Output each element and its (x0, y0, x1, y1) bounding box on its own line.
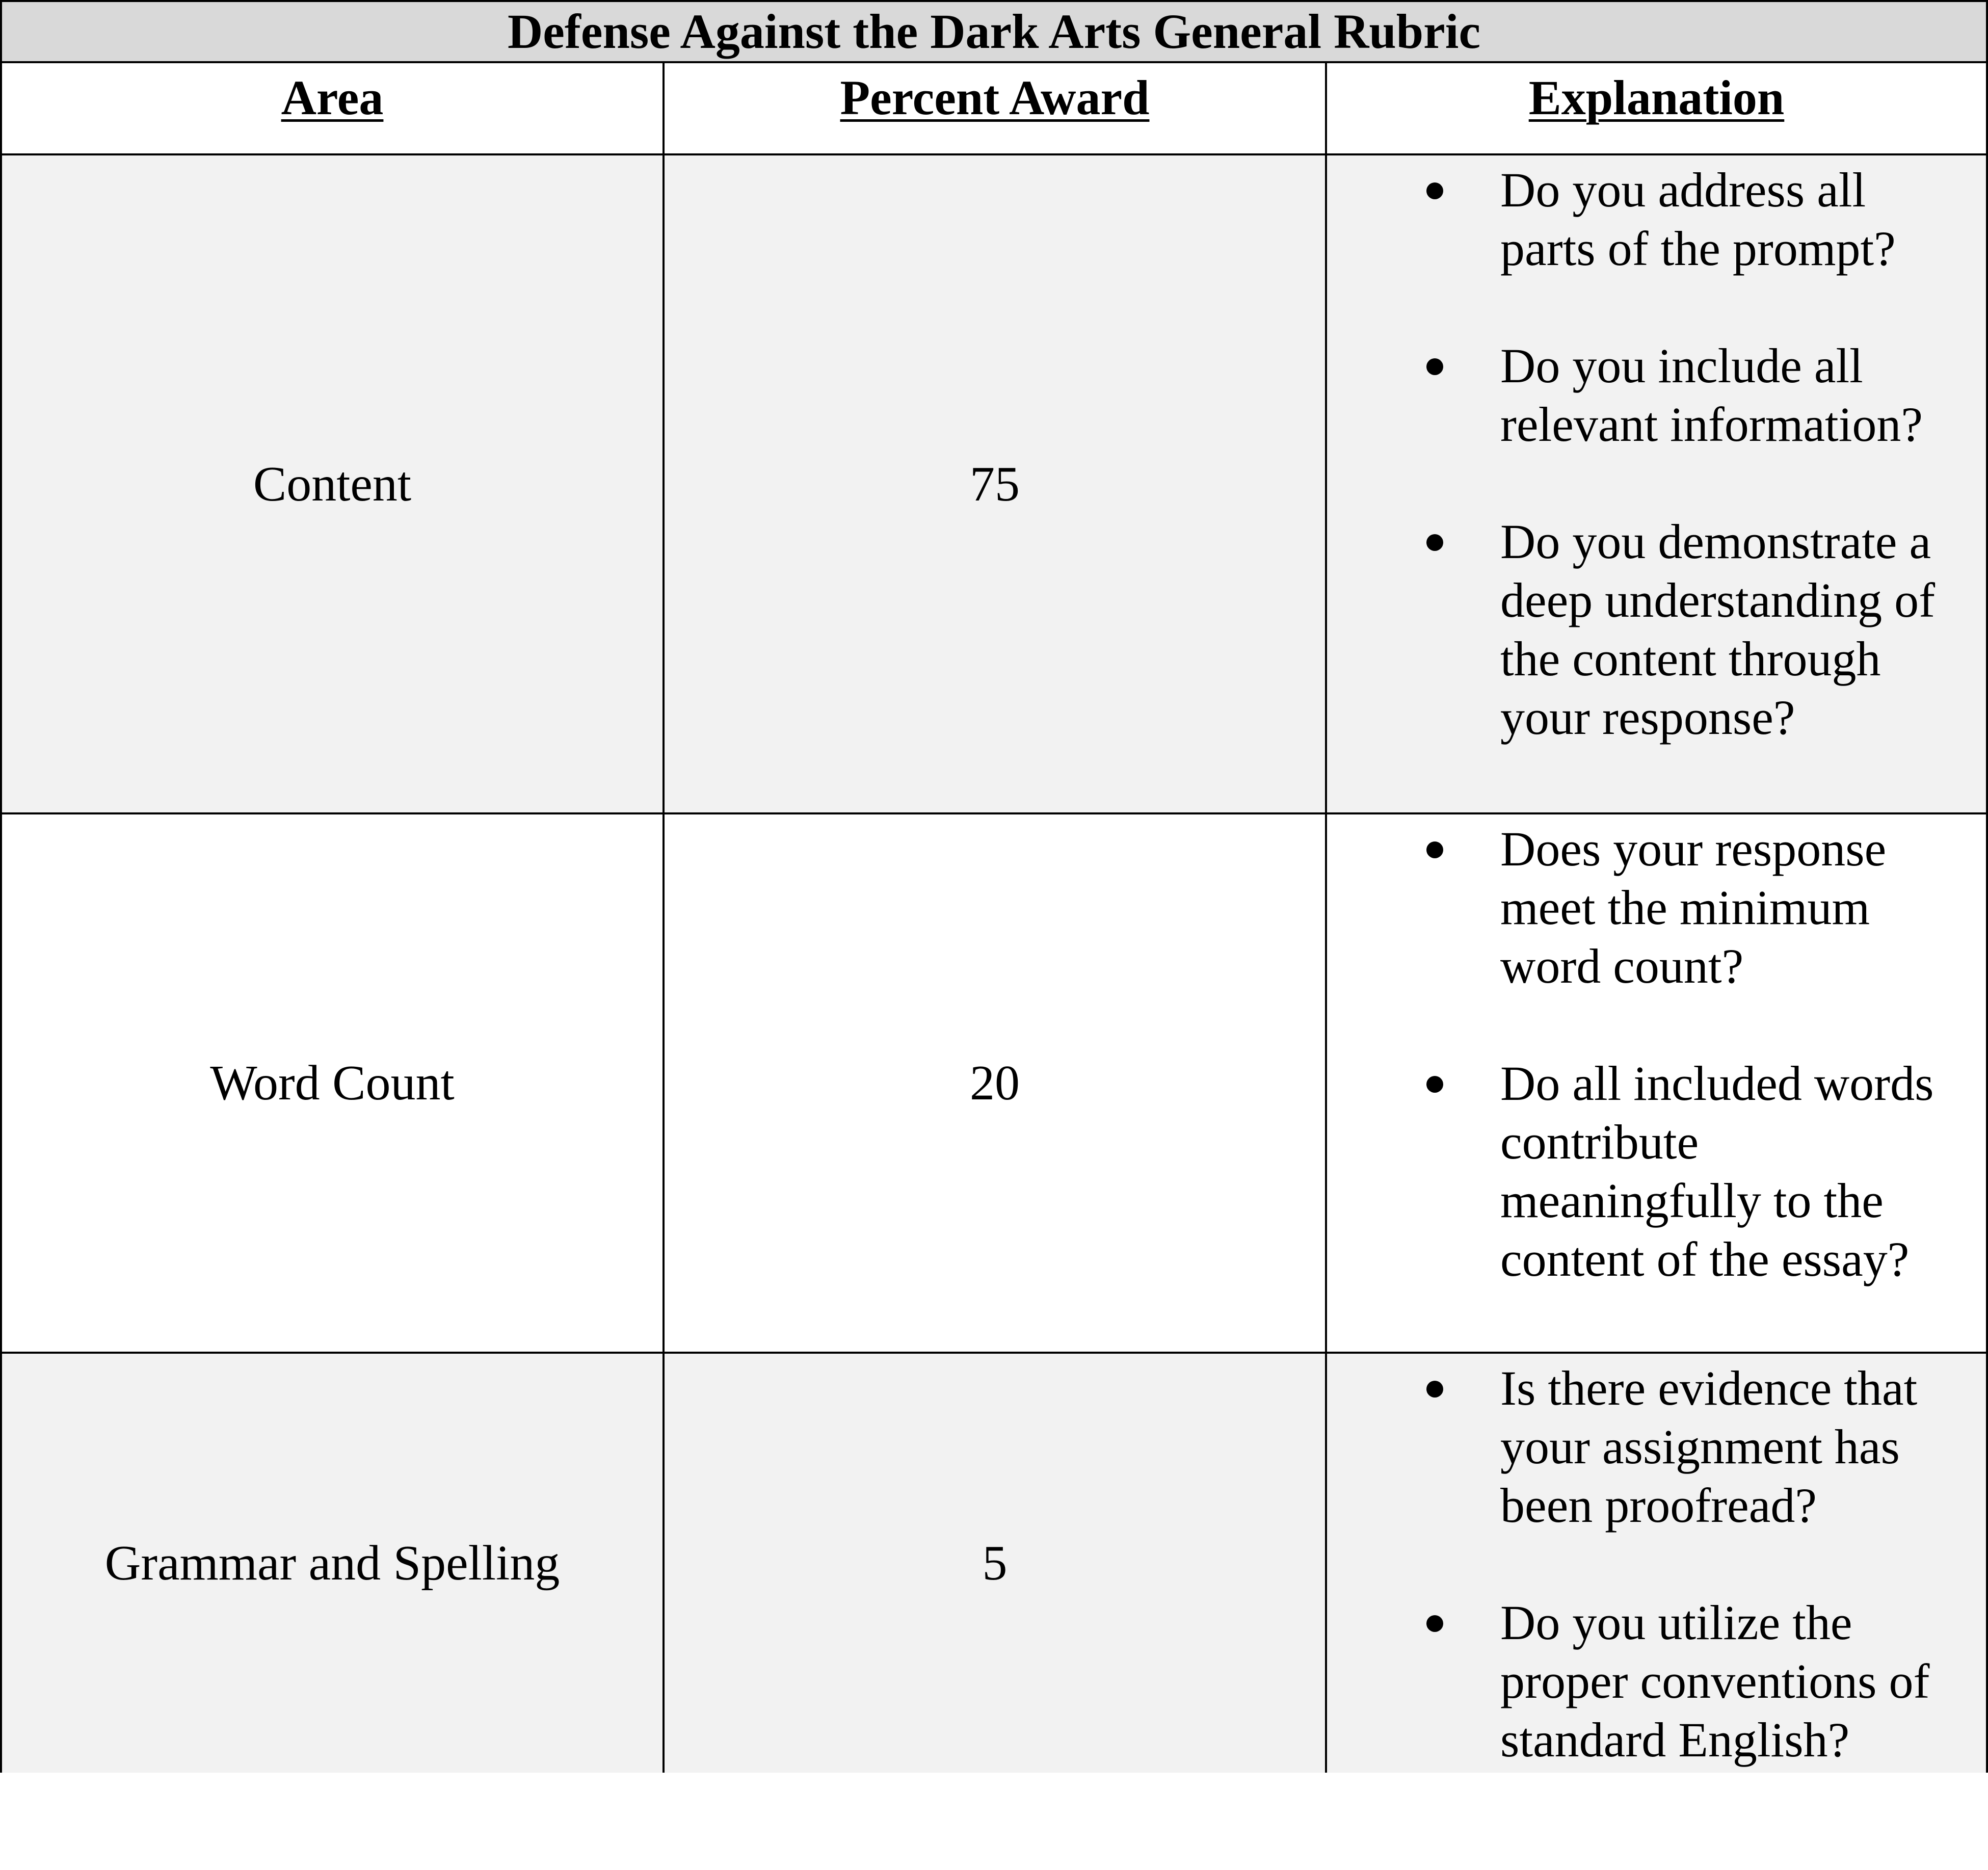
column-header-area (2, 63, 665, 155)
explanation-text: Is there evidence that your assignment has been proofread? (1500, 1361, 1918, 1533)
explanation-list (1327, 161, 1966, 747)
rubric-grid (2, 63, 1986, 1771)
area-label: Grammar and Spelling (104, 1536, 560, 1591)
column-header-explanation (1327, 63, 1986, 155)
percent-value: 20 (970, 1056, 1020, 1111)
table-row-content-explanation (1327, 155, 1986, 814)
bullet-icon (1426, 358, 1443, 375)
explanation-item (1327, 512, 1966, 747)
column-header-percent-award-label: Percent Award (840, 70, 1150, 125)
explanation-item (1327, 820, 1966, 995)
explanation-list (1327, 820, 1966, 1288)
column-header-explanation-label: Explanation (1528, 70, 1785, 125)
table-row-grammar-explanation (1327, 1354, 1986, 1773)
bullet-icon (1426, 1615, 1443, 1632)
explanation-text: Do you demonstrate a deep understanding of the content through your response? (1500, 514, 1936, 745)
area-label: Word Count (210, 1056, 455, 1111)
area-label: Content (253, 456, 412, 512)
explanation-list (1327, 1359, 1966, 1769)
explanation-item (1327, 336, 1966, 454)
explanation-text: Do all included words contribute meaningfully to the content of the essay? (1500, 1056, 1934, 1286)
percent-value: 75 (970, 456, 1020, 512)
table-row-word-count-explanation (1327, 814, 1986, 1354)
bullet-icon (1426, 1076, 1443, 1093)
table-row-word-count-area (2, 814, 665, 1354)
table-row-grammar-percent (665, 1354, 1327, 1773)
percent-value: 5 (982, 1536, 1008, 1591)
table-row-content-percent (665, 155, 1327, 814)
explanation-item (1327, 1593, 1966, 1769)
table-row-word-count-percent (665, 814, 1327, 1354)
bullet-icon (1426, 841, 1443, 858)
column-header-percent-award (665, 63, 1327, 155)
explanation-text: Does your response meet the minimum word count? (1500, 822, 1887, 993)
bullet-icon (1426, 1381, 1443, 1398)
explanation-item (1327, 161, 1966, 278)
column-header-area-label: Area (281, 70, 384, 125)
explanation-item (1327, 1359, 1966, 1535)
table-row-content-area (2, 155, 665, 814)
explanation-text: Do you utilize the proper conventions of standard English? (1500, 1595, 1930, 1767)
bullet-icon (1426, 534, 1443, 551)
explanation-item (1327, 1054, 1966, 1288)
table-row-grammar-area (2, 1354, 665, 1773)
bullet-icon (1426, 182, 1443, 199)
explanation-text: Do you include all relevant information? (1500, 338, 1923, 452)
table-title: Defense Against the Dark Arts General Rubric (2, 2, 1986, 63)
explanation-text: Do you address all parts of the prompt? (1500, 163, 1896, 276)
